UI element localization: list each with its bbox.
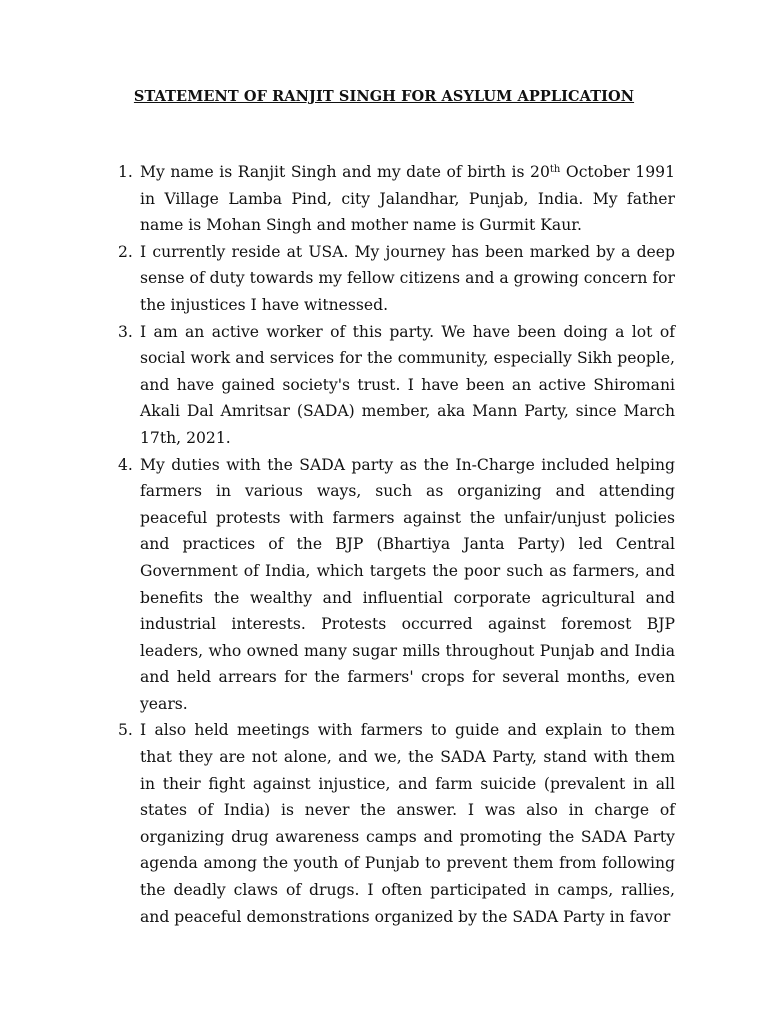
item-number: 2. (118, 242, 133, 261)
item-text: I currently reside at USA. My journey has been marked by a deep sense of duty towards my fellow citizens and a growing concern for the injustices I have witnessed. (140, 242, 675, 314)
item-text-part: October 1991 in Village Lamba Pind, city Jalandhar, Punjab, India. My father name is Mohan Singh and mother name is Gurmit Kaur. (140, 163, 675, 235)
item-number: 4. (118, 455, 133, 474)
item-text: I am an active worker of this party. We have been doing a lot of social work and services for the community, especially Sikh people, and have gained society's trust. I have been an active Shiromani Akali Dal Amritsar (SADA) member, aka Mann Party, since March 17th, 2021. (140, 322, 675, 447)
statement-item-2 (100, 239, 675, 319)
ordinal-suffix: th (549, 164, 561, 175)
statement-item-3 (100, 319, 675, 452)
item-number: 3. (118, 322, 133, 341)
item-number: 5. (118, 721, 133, 740)
statement-item-4 (100, 452, 675, 718)
document-title: STATEMENT OF RANJIT SINGH FOR ASYLUM APPLICATION (133, 88, 635, 105)
item-text: I also held meetings with farmers to guide and explain to them that they are not alone, and we, the SADA Party, stand with them in their fight against injustice, and farm suicide (prevalent in all states of India) is never the answer. I was also in charge of organizing drug awareness camps and promoting the SADA Party agenda among the youth of Punjab to prevent them from following the deadly claws of drugs. I often participated in camps, rallies, and peaceful demonstrations organized by the SADA Party in favor (140, 721, 675, 926)
item-number: 1. (118, 163, 133, 181)
item-text (140, 163, 675, 234)
statement-item-1 (100, 159, 675, 239)
item-text: My duties with the SADA party as the In-Charge included helping farmers in various ways, such as organizing and attending peaceful protests with farmers against the unfair/unjust policies and practices of the BJP (Bhartiya Janta Party) led Central Government of India, which targets the poor such as farmers, and benefits the wealthy and influential corporate agricultural and industrial interests. Protests occurred against foremost BJP leaders, who owned many sugar mills throughout Punjab and India and held arrears for the farmers' crops for several months, even years. (140, 455, 675, 713)
statement-list (100, 159, 675, 930)
item-text-part: My name is Ranjit Singh and my date of birth is 20 (140, 163, 550, 181)
statement-item-5 (100, 717, 675, 930)
